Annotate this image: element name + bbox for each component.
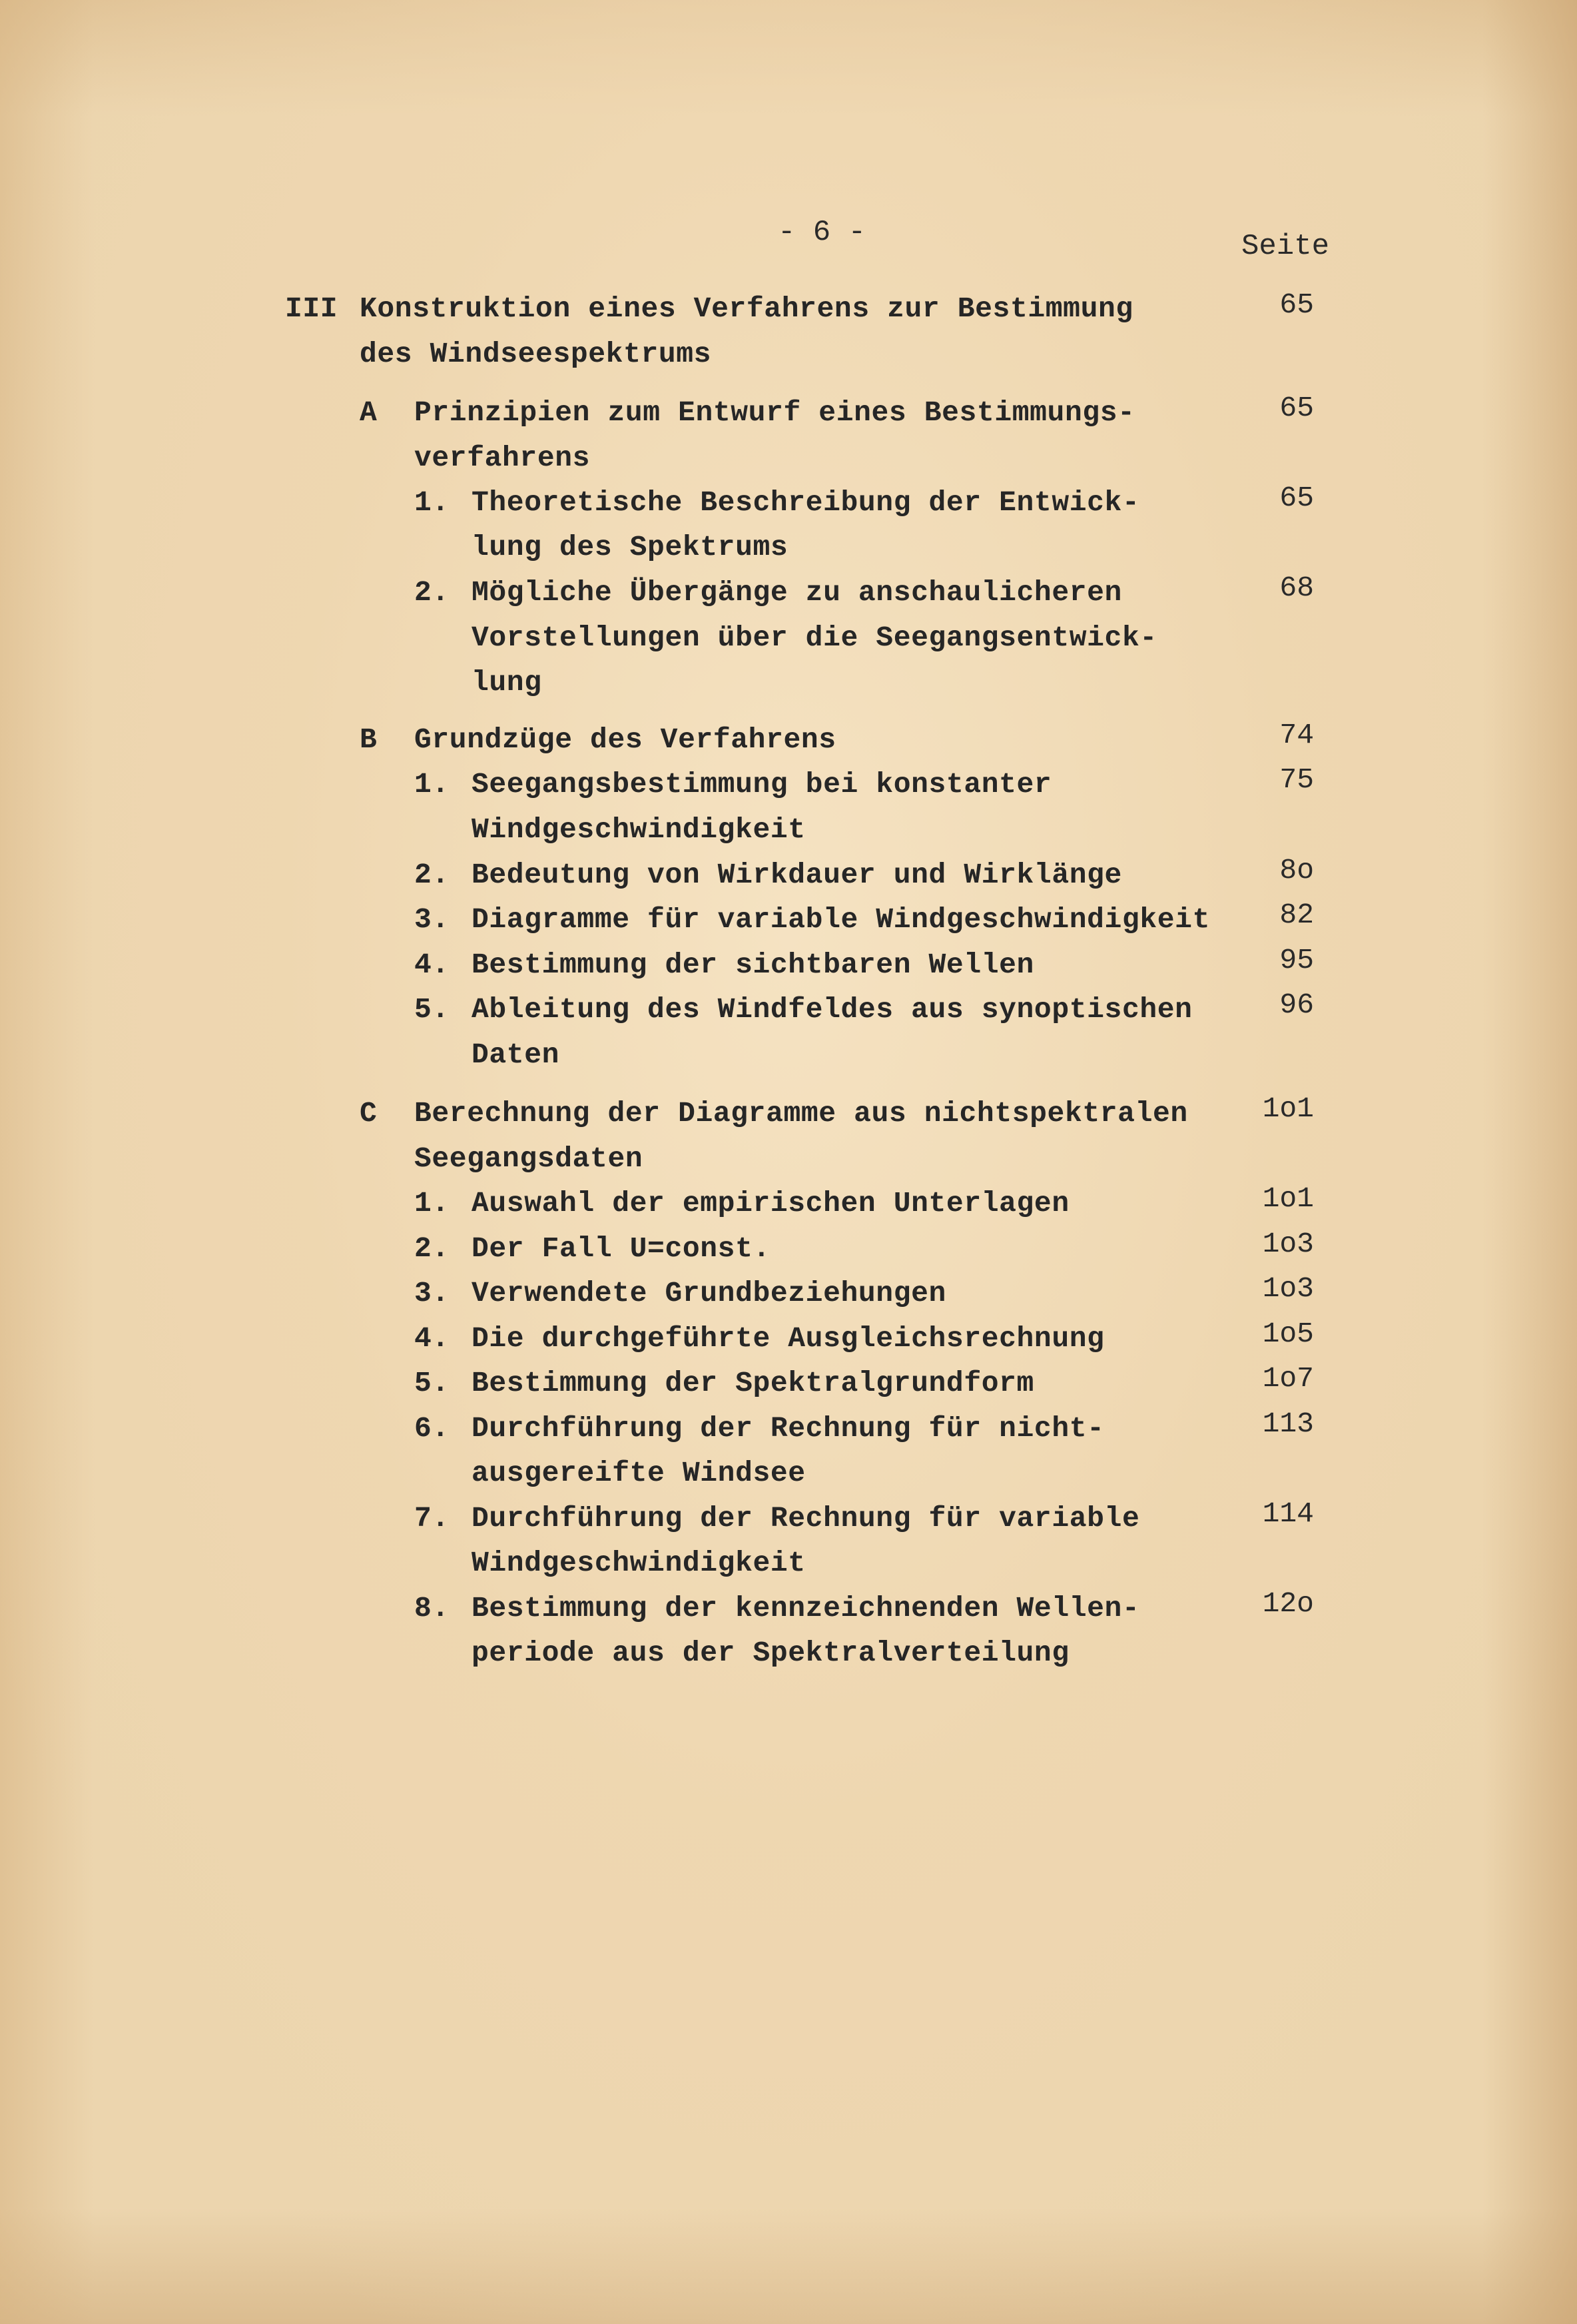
subsection-b-title: Grundzüge des Verfahrens xyxy=(414,723,836,756)
a-item-2-number: 2. xyxy=(414,576,450,609)
c-item-7-page: 114 xyxy=(1262,1497,1314,1530)
b-item-1-line2: Windgeschwindigkeit xyxy=(472,813,806,846)
c-item-5-page: 1o7 xyxy=(1262,1362,1314,1395)
c-item-1-page: 1o1 xyxy=(1262,1182,1314,1215)
subsection-b-letter: B xyxy=(360,723,378,756)
c-item-1-number: 1. xyxy=(414,1187,450,1220)
a-item-2-line3: lung xyxy=(472,666,542,699)
b-item-2-page: 8o xyxy=(1279,854,1314,887)
page-number: - 6 - xyxy=(778,216,866,249)
c-item-3-number: 3. xyxy=(414,1277,450,1310)
b-item-5-number: 5. xyxy=(414,993,450,1026)
b-item-5-page: 96 xyxy=(1279,988,1314,1021)
a-item-2-line2: Vorstellungen über die Seegangsentwick- xyxy=(472,621,1157,654)
a-item-1-line1: Theoretische Beschreibung der Entwick- xyxy=(472,486,1140,519)
subsection-c-title-line1: Berechnung der Diagramme aus nichtspektralen xyxy=(414,1097,1188,1130)
c-item-2-line1: Der Fall U=const. xyxy=(472,1232,771,1265)
subsection-c-title-line2: Seegangsdaten xyxy=(414,1142,643,1175)
a-item-2-line1: Mögliche Übergänge zu anschaulicheren xyxy=(472,576,1122,609)
c-item-6-page: 113 xyxy=(1262,1407,1314,1440)
c-item-6-number: 6. xyxy=(414,1412,450,1445)
c-item-2-page: 1o3 xyxy=(1262,1228,1314,1260)
section-title-line2: des Windseespektrums xyxy=(360,338,712,370)
c-item-2-number: 2. xyxy=(414,1232,450,1265)
b-item-1-line1: Seegangsbestimmung bei konstanter xyxy=(472,768,1052,801)
b-item-4-line1: Bestimmung der sichtbaren Wellen xyxy=(472,949,1034,981)
a-item-1-line2: lung des Spektrums xyxy=(472,531,788,564)
c-item-7-line1: Durchführung der Rechnung für variable xyxy=(472,1502,1140,1535)
b-item-1-number: 1. xyxy=(414,768,450,801)
subsection-c-page: 1o1 xyxy=(1262,1092,1314,1125)
c-item-5-number: 5. xyxy=(414,1367,450,1399)
b-item-3-line1: Diagramme für variable Windgeschwindigkeit xyxy=(472,903,1210,936)
subsection-b-page: 74 xyxy=(1279,719,1314,751)
b-item-5-line2: Daten xyxy=(472,1038,560,1071)
section-page-number: 65 xyxy=(1279,288,1314,321)
c-item-1-line1: Auswahl der empirischen Unterlagen xyxy=(472,1187,1070,1220)
b-item-1-page: 75 xyxy=(1279,763,1314,796)
section-title-line1: Konstruktion eines Verfahrens zur Bestimmung xyxy=(360,292,1133,325)
subsection-c-letter: C xyxy=(360,1097,378,1130)
b-item-3-number: 3. xyxy=(414,903,450,936)
c-item-3-line1: Verwendete Grundbeziehungen xyxy=(472,1277,946,1310)
c-item-8-line1: Bestimmung der kennzeichnenden Wellen- xyxy=(472,1592,1140,1625)
c-item-7-line2: Windgeschwindigkeit xyxy=(472,1547,806,1579)
c-item-6-line1: Durchführung der Rechnung für nicht- xyxy=(472,1412,1105,1445)
c-item-4-number: 4. xyxy=(414,1322,450,1355)
subsection-a-letter: A xyxy=(360,396,378,429)
c-item-4-line1: Die durchgeführte Ausgleichsrechnung xyxy=(472,1322,1105,1355)
a-item-1-page: 65 xyxy=(1279,482,1314,514)
c-item-3-page: 1o3 xyxy=(1262,1272,1314,1305)
c-item-8-number: 8. xyxy=(414,1592,450,1625)
a-item-1-number: 1. xyxy=(414,486,450,519)
subsection-a-title-line1: Prinzipien zum Entwurf eines Bestimmungs- xyxy=(414,396,1135,429)
subsection-a-page: 65 xyxy=(1279,392,1314,424)
b-item-3-page: 82 xyxy=(1279,899,1314,931)
a-item-2-page: 68 xyxy=(1279,572,1314,604)
subsection-a-title-line2: verfahrens xyxy=(414,442,591,474)
c-item-8-line2: periode aus der Spektralverteilung xyxy=(472,1637,1070,1669)
c-item-7-number: 7. xyxy=(414,1502,450,1535)
c-item-6-line2: ausgereifte Windsee xyxy=(472,1457,806,1489)
b-item-2-number: 2. xyxy=(414,859,450,891)
b-item-2-line1: Bedeutung von Wirkdauer und Wirklänge xyxy=(472,859,1122,891)
c-item-5-line1: Bestimmung der Spektralgrundform xyxy=(472,1367,1034,1399)
seite-column-label: Seite xyxy=(1241,230,1330,263)
section-roman-numeral: III xyxy=(285,292,338,325)
c-item-4-page: 1o5 xyxy=(1262,1318,1314,1350)
c-item-8-page: 12o xyxy=(1262,1587,1314,1620)
b-item-4-page: 95 xyxy=(1279,944,1314,976)
b-item-5-line1: Ableitung des Windfeldes aus synoptischen xyxy=(472,993,1193,1026)
b-item-4-number: 4. xyxy=(414,949,450,981)
